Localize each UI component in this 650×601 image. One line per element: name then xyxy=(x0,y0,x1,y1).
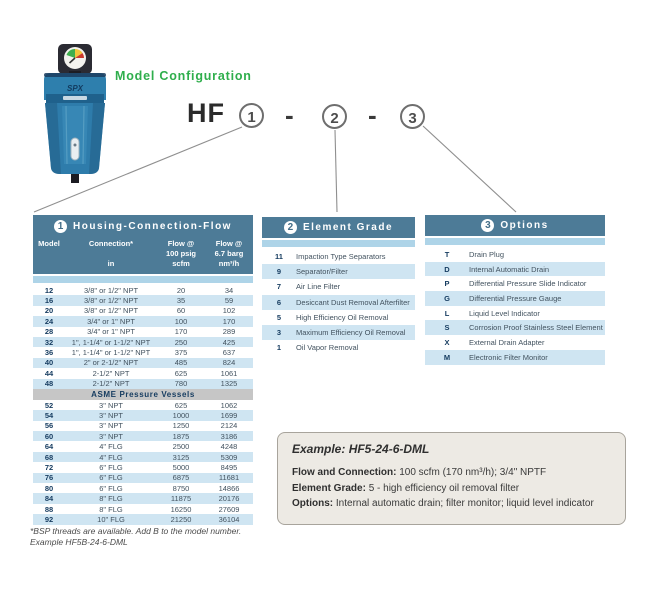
table-row xyxy=(262,249,415,264)
flow-scfm-cell: 8750 xyxy=(172,483,190,493)
table-row xyxy=(33,327,253,337)
table-row xyxy=(33,452,253,462)
footnote-line-2: Example HF5B-24-6-DML xyxy=(30,536,128,547)
grade-label-cell: Maximum Efficiency Oil Removal xyxy=(296,328,406,338)
connection-cell: 2-1/2" NPT xyxy=(92,379,130,389)
table-row xyxy=(425,306,605,321)
flow-scfm-cell: 625 xyxy=(174,368,188,378)
connection-cell: 3/8" or 1/2" NPT xyxy=(83,285,139,295)
model-dash-1: - xyxy=(285,100,294,130)
grade-code-cell: 11 xyxy=(275,252,283,262)
grade-label-cell: High Efficiency Oil Removal xyxy=(296,312,389,322)
options-table-title xyxy=(425,215,605,236)
element-table-title xyxy=(262,217,415,238)
table-row xyxy=(33,504,253,514)
flow-nm3h-cell: 1325 xyxy=(220,379,238,389)
example-flow-line xyxy=(292,465,611,481)
element-grade-table xyxy=(262,217,415,355)
flow-nm3h-cell: 1699 xyxy=(220,410,238,420)
flow-nm3h-cell: 27609 xyxy=(218,504,240,514)
grade-label-cell: Oil Vapor Removal xyxy=(296,343,359,353)
flow-nm3h-cell: 3186 xyxy=(220,431,238,441)
flow-scfm-cell: 16250 xyxy=(170,504,192,514)
model-cell: 16 xyxy=(44,296,54,306)
model-cell: 68 xyxy=(44,452,54,462)
model-cell: 76 xyxy=(44,473,54,483)
grade-label-cell: Desiccant Dust Removal Afterfilter xyxy=(296,297,410,307)
option-label-cell: Electronic Filter Monitor xyxy=(469,352,548,362)
footnote-line-1: *BSP threads are available. Add B to the model number. xyxy=(30,526,242,536)
flow-scfm-cell: 5000 xyxy=(172,462,190,472)
option-code-cell: L xyxy=(444,308,450,318)
asme-pressure-vessels-band: ASME Pressure Vessels xyxy=(33,389,253,400)
option-code-cell: D xyxy=(444,264,450,274)
connection-cell: 1", 1-1/4" or 1-1/2" NPT xyxy=(71,337,151,347)
flow-nm3h-cell: 5309 xyxy=(220,452,238,462)
option-code-cell: M xyxy=(443,352,451,362)
example-flow-label: Flow and Connection: xyxy=(292,467,397,478)
option-label-cell: Drain Plug xyxy=(469,249,505,259)
housing-table-title xyxy=(33,215,253,237)
table-row xyxy=(33,473,253,483)
options-rows xyxy=(425,247,605,365)
flow-scfm-cell: 1250 xyxy=(172,421,190,431)
model-cell: 80 xyxy=(44,483,54,493)
flow-nm3h-cell: 59 xyxy=(224,296,234,306)
table-row xyxy=(33,441,253,451)
grade-label-cell: Impaction Type Separators xyxy=(296,252,386,262)
flow-nm3h-cell: 102 xyxy=(222,306,236,316)
grade-code-cell: 7 xyxy=(276,282,282,292)
flow-scfm-cell: 35 xyxy=(176,296,186,306)
col-header-model: Model xyxy=(38,239,60,248)
table-row xyxy=(33,462,253,472)
flow-scfm-cell: 2500 xyxy=(172,442,190,452)
option-code-cell: X xyxy=(444,337,450,347)
flow-nm3h-cell: 8495 xyxy=(220,462,238,472)
connection-cell: 3/4" or 1" NPT xyxy=(87,316,135,326)
flow-scfm-cell: 21250 xyxy=(170,514,192,524)
option-code-cell: P xyxy=(444,279,450,289)
example-title: Example: HF5-24-6-DML xyxy=(292,442,430,456)
connection-cell: 2-1/2" NPT xyxy=(92,368,130,378)
options-table xyxy=(425,215,605,365)
grade-code-cell: 6 xyxy=(276,297,282,307)
model-cell: 88 xyxy=(44,504,54,514)
table-row xyxy=(262,325,415,340)
housing-column-headers xyxy=(33,237,253,274)
flow-scfm-cell: 625 xyxy=(174,400,188,410)
model-cell: 20 xyxy=(44,306,54,316)
model-cell: 92 xyxy=(44,514,54,524)
example-options-value: Internal automatic drain; filter monitor; liquid level indicator xyxy=(333,498,594,509)
connection-cell: 3" NPT xyxy=(99,400,123,410)
grade-code-cell: 1 xyxy=(276,343,282,353)
option-label-cell: Internal Automatic Drain xyxy=(469,264,550,274)
table-row xyxy=(262,340,415,355)
flow-scfm-cell: 11875 xyxy=(170,494,192,504)
model-cell: 56 xyxy=(44,421,54,431)
options-table-title-text: Options xyxy=(500,220,549,231)
grade-label-cell: Separator/Filter xyxy=(296,267,348,277)
grade-label-cell: Air Line Filter xyxy=(296,282,341,292)
col-header-flow-nm3h: Flow @ 6.7 barg nm³/h xyxy=(214,239,244,268)
table-row xyxy=(33,316,253,326)
flow-scfm-cell: 375 xyxy=(174,348,188,358)
badge-1-icon: 1 xyxy=(54,220,67,233)
table-row xyxy=(33,306,253,316)
flow-scfm-cell: 170 xyxy=(174,327,188,337)
grade-code-cell: 9 xyxy=(276,267,282,277)
table-row xyxy=(33,410,253,420)
flow-scfm-cell: 250 xyxy=(174,337,188,347)
table-row xyxy=(33,285,253,295)
table-row xyxy=(33,358,253,368)
flow-nm3h-cell: 11681 xyxy=(218,473,240,483)
connection-cell: 1", 1-1/4" or 1-1/2" NPT xyxy=(71,348,151,358)
connection-cell: 8" FLG xyxy=(99,494,123,504)
header-divider-strip xyxy=(33,276,253,283)
flow-nm3h-cell: 34 xyxy=(224,285,234,295)
option-label-cell: External Drain Adapter xyxy=(469,337,545,347)
bsp-footnote xyxy=(30,526,241,547)
model-prefix: HF xyxy=(187,98,225,128)
example-grade-line xyxy=(292,481,611,497)
grade-code-cell: 5 xyxy=(276,312,282,322)
model-cell: 44 xyxy=(44,368,54,378)
model-cell: 52 xyxy=(44,400,54,410)
flow-scfm-cell: 780 xyxy=(174,379,188,389)
example-options-line xyxy=(292,496,611,512)
connection-cell: 2" or 2-1/2" NPT xyxy=(83,358,139,368)
header-divider-strip xyxy=(262,240,415,247)
example-options-label: Options: xyxy=(292,498,334,509)
option-code-cell: S xyxy=(444,323,450,333)
connection-cell: 3" NPT xyxy=(99,421,123,431)
col-header-flow-scfm: Flow @ 100 psig scfm xyxy=(165,239,196,268)
brand-label: SPX xyxy=(66,84,84,93)
table-row xyxy=(425,291,605,306)
flow-nm3h-cell: 170 xyxy=(222,316,236,326)
table-row xyxy=(425,320,605,335)
table-row xyxy=(33,431,253,441)
model-cell: 84 xyxy=(44,494,54,504)
model-cell: 40 xyxy=(44,358,54,368)
table-row xyxy=(262,310,415,325)
flow-scfm-cell: 100 xyxy=(174,316,188,326)
connection-cell: 10" FLG xyxy=(97,514,125,524)
model-cell: 72 xyxy=(44,462,54,472)
flow-nm3h-cell: 425 xyxy=(222,337,236,347)
example-grade-label: Element Grade: xyxy=(292,482,366,494)
table-row xyxy=(425,335,605,350)
option-label-cell: Differential Pressure Gauge xyxy=(469,293,562,303)
model-cell: 28 xyxy=(44,327,54,337)
model-cell: 12 xyxy=(44,285,54,295)
circle-1-badge: 1 xyxy=(239,103,264,128)
model-cell: 54 xyxy=(44,410,54,420)
flow-scfm-cell: 6875 xyxy=(172,473,190,483)
housing-asme-rows xyxy=(33,400,253,525)
table-row xyxy=(425,262,605,277)
example-grade-value: 5 - high efficiency oil removal filter xyxy=(365,482,520,494)
model-cell: 60 xyxy=(44,431,54,441)
table-row xyxy=(33,400,253,410)
table-row xyxy=(33,514,253,524)
connection-cell: 3/8" or 1/2" NPT xyxy=(83,306,139,316)
option-label-cell: Corrosion Proof Stainless Steel Element xyxy=(469,323,603,333)
housing-table-title-text: Housing-Connection-Flow xyxy=(73,220,232,232)
flow-nm3h-cell: 1062 xyxy=(220,400,238,410)
table-row xyxy=(33,421,253,431)
connection-cell: 6" FLG xyxy=(99,483,123,493)
connection-cell: 4" FLG xyxy=(99,452,123,462)
model-cell: 48 xyxy=(44,379,54,389)
model-cell: 36 xyxy=(44,348,54,358)
flow-scfm-cell: 60 xyxy=(176,306,186,316)
flow-nm3h-cell: 4248 xyxy=(220,442,238,452)
col-header-connection: Connection* in xyxy=(88,239,134,268)
element-grade-rows xyxy=(262,249,415,355)
table-row xyxy=(33,337,253,347)
flow-nm3h-cell: 36104 xyxy=(218,514,240,524)
table-row xyxy=(33,368,253,378)
option-label-cell: Differential Pressure Slide Indicator xyxy=(469,279,587,289)
flow-nm3h-cell: 824 xyxy=(222,358,236,368)
connection-cell: 3/8" or 1/2" NPT xyxy=(83,296,139,306)
flow-nm3h-cell: 14866 xyxy=(218,483,240,493)
table-row xyxy=(33,379,253,389)
example-box xyxy=(277,432,626,525)
table-row xyxy=(262,295,415,310)
option-code-cell: G xyxy=(444,293,450,303)
connection-cell: 3" NPT xyxy=(99,431,123,441)
table-row xyxy=(33,483,253,493)
table-row xyxy=(33,347,253,357)
housing-connection-flow-table xyxy=(33,215,253,525)
table-row xyxy=(262,279,415,294)
table-row xyxy=(425,276,605,291)
circle-2-badge: 2 xyxy=(322,104,347,129)
flow-nm3h-cell: 20176 xyxy=(218,494,240,504)
housing-standard-rows xyxy=(33,285,253,389)
badge-3-icon: 3 xyxy=(481,219,494,232)
table-row xyxy=(33,493,253,503)
table-row xyxy=(262,264,415,279)
flow-scfm-cell: 20 xyxy=(176,285,186,295)
connection-cell: 4" FLG xyxy=(99,442,123,452)
connection-cell: 3" NPT xyxy=(99,410,123,420)
flow-scfm-cell: 1000 xyxy=(172,410,190,420)
flow-scfm-cell: 485 xyxy=(174,358,188,368)
table-row xyxy=(425,350,605,365)
grade-code-cell: 3 xyxy=(276,328,282,338)
header-divider-strip xyxy=(425,238,605,245)
option-code-cell: T xyxy=(444,249,450,259)
flow-nm3h-cell: 2124 xyxy=(220,421,238,431)
model-dash-2: - xyxy=(368,100,377,130)
badge-2-icon: 2 xyxy=(284,221,297,234)
option-label-cell: Liquid Level Indicator xyxy=(469,308,540,318)
model-cell: 24 xyxy=(44,316,54,326)
connection-cell: 6" FLG xyxy=(99,473,123,483)
flow-scfm-cell: 1875 xyxy=(172,431,190,441)
table-row xyxy=(425,247,605,262)
connection-cell: 3/4" or 1" NPT xyxy=(87,327,135,337)
model-cell: 32 xyxy=(44,337,54,347)
connection-cell: 8" FLG xyxy=(99,504,123,514)
element-table-title-text: Element Grade xyxy=(302,222,394,233)
flow-scfm-cell: 3125 xyxy=(172,452,190,462)
model-configuration-title: Model Configuration xyxy=(115,69,252,83)
table-row xyxy=(33,295,253,305)
flow-nm3h-cell: 637 xyxy=(222,348,236,358)
model-cell: 64 xyxy=(44,442,54,452)
connection-cell: 6" FLG xyxy=(99,462,123,472)
example-flow-value: 100 scfm (170 nm³/h); 3/4" NPTF xyxy=(396,467,547,478)
flow-nm3h-cell: 1061 xyxy=(220,368,238,378)
flow-nm3h-cell: 289 xyxy=(222,327,236,337)
circle-3-badge: 3 xyxy=(400,104,425,129)
